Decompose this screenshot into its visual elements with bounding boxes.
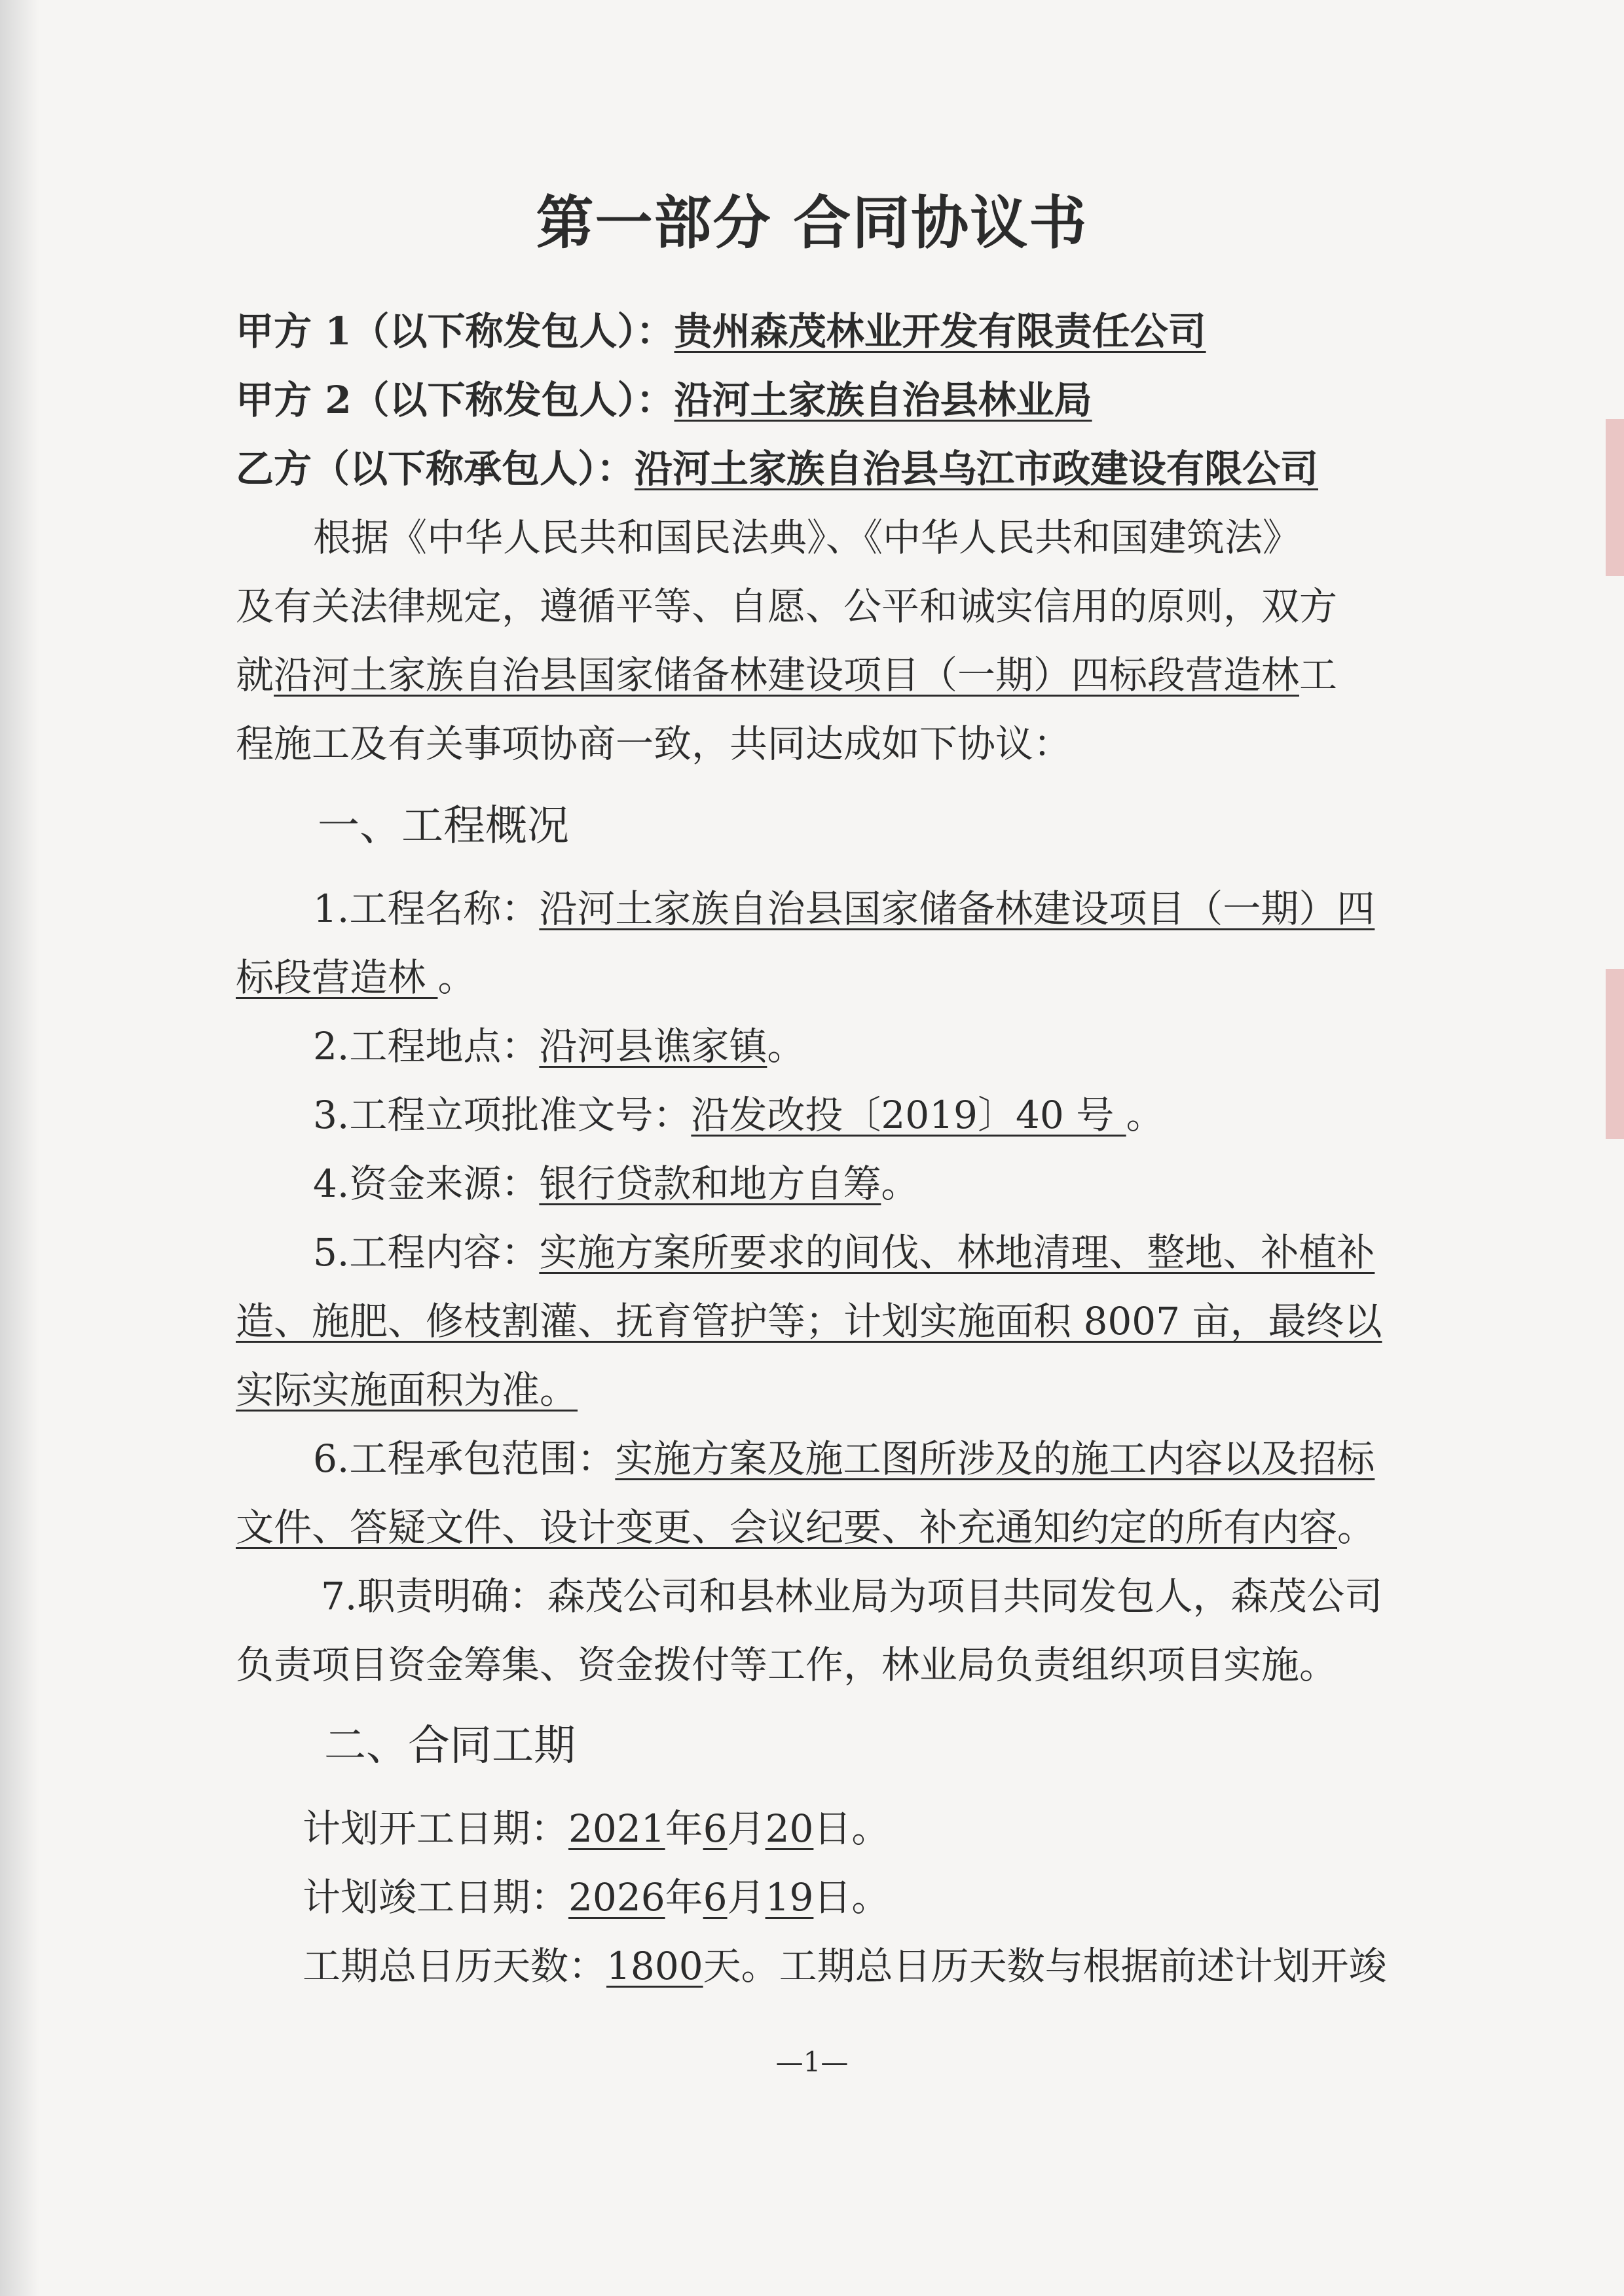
item-4-label: 4.资金来源：: [313, 1161, 540, 1206]
item-2-label: 2.工程地点：: [313, 1024, 540, 1068]
end-day-char: 日。: [813, 1875, 890, 1920]
end-month-char: 月: [727, 1875, 766, 1920]
item-4-end: 。: [881, 1161, 919, 1206]
section-2-heading: 二、合同工期: [324, 1722, 576, 1770]
party-a2-label: 甲方 2（以下称发包人）：: [236, 378, 674, 422]
planned-start-line: [303, 1805, 889, 1852]
seal-fragment-top: [1606, 419, 1624, 576]
item-4-line: [313, 1160, 919, 1207]
item-7-line-a: 7.职责明确：森茂公司和县林业局为项目共同发包人，森茂公司: [321, 1574, 1383, 1618]
document-title: 第一部分 合同协议书: [536, 189, 1088, 257]
start-year-char: 年: [665, 1806, 703, 1851]
party-b-line: [236, 445, 1318, 492]
item-6-end: 。: [1337, 1505, 1376, 1550]
party-b-name: 沿河土家族自治县乌江市政建设有限公司: [635, 446, 1319, 491]
item-3-label: 3.工程立项批准文号：: [313, 1093, 692, 1137]
start-day: 20: [765, 1806, 814, 1851]
preamble-line-1: 根据《中华人民共和国民法典》、《中华人民共和国建筑法》: [313, 515, 1301, 560]
preamble-line-4: 程施工及有关事项协商一致，共同达成如下协议：: [236, 721, 1072, 766]
start-day-char: 日。: [813, 1806, 890, 1851]
item-6-value-b: 文件、答疑文件、设计变更、会议纪要、补充通知约定的所有内容: [236, 1505, 1338, 1550]
item-5-value-c: 实际实施面积为准。: [236, 1368, 578, 1412]
party-a2-name: 沿河土家族自治县林业局: [674, 378, 1092, 422]
preamble-line-3: [236, 651, 1337, 699]
party-a1-line: [236, 308, 1206, 355]
party-b-label: 乙方（以下称承包人）：: [236, 446, 635, 491]
preamble-line-3-suffix: 工: [1299, 653, 1338, 697]
end-day: 19: [765, 1875, 814, 1920]
item-5-value-a: 实施方案所要求的间伐、林地清理、整地、补植补: [539, 1230, 1375, 1275]
total-days-label: 工期总日历天数：: [303, 1944, 607, 1988]
item-1-line-b: [236, 954, 475, 1001]
start-label: 计划开工日期：: [303, 1806, 569, 1851]
item-5-label: 5.工程内容：: [313, 1230, 540, 1275]
end-month: 6: [703, 1875, 728, 1920]
item-2-end: 。: [767, 1024, 805, 1068]
end-year: 2026: [568, 1875, 665, 1920]
project-name-underlined: 沿河土家族自治县国家储备林建设项目（一期）四标段营造林: [274, 653, 1300, 697]
item-5-line-a: [313, 1229, 1375, 1276]
item-5-line-b: [236, 1298, 1382, 1345]
page-number: —1—: [775, 2046, 849, 2078]
item-5-value-b: 造、施肥、修枝割灌、抚育管护等；计划实施面积 8007 亩，最终以: [236, 1299, 1382, 1343]
preamble-line-2: 及有关法律规定，遵循平等、自愿、公平和诚实信用的原则，双方: [236, 584, 1338, 629]
item-3-value: 沿发改投〔2019〕40 号: [691, 1093, 1126, 1137]
party-a2-line: [236, 376, 1092, 424]
item-6-label: 6.工程承包范围：: [313, 1436, 616, 1481]
item-3-end: 。: [1126, 1093, 1164, 1137]
section-1-heading: 一、工程概况: [318, 802, 569, 850]
planned-end-line: [303, 1874, 889, 1921]
item-6-line-b: [236, 1504, 1375, 1551]
start-year: 2021: [568, 1806, 665, 1851]
preamble-line-3-prefix: 就: [236, 653, 274, 697]
end-year-char: 年: [665, 1875, 703, 1920]
party-a1-label: 甲方 1（以下称发包人）：: [236, 309, 674, 354]
start-month: 6: [703, 1806, 728, 1851]
end-label: 计划竣工日期：: [303, 1875, 569, 1920]
item-1-line-a: [313, 885, 1375, 932]
seal-fragment-middle: [1606, 969, 1624, 1139]
item-4-value: 银行贷款和地方自筹: [539, 1161, 881, 1206]
total-days-line: [303, 1942, 1387, 1990]
item-3-line: [313, 1091, 1164, 1139]
item-7-line-b: 负责项目资金筹集、资金拨付等工作，林业局负责组织项目实施。: [236, 1643, 1338, 1687]
item-2-value: 沿河县谯家镇: [539, 1024, 767, 1068]
item-2-line: [313, 1023, 805, 1070]
item-1-value-b: 标段营造林: [236, 955, 438, 1000]
start-month-char: 月: [727, 1806, 766, 1851]
total-days-rest: 天。工期总日历天数与根据前述计划开竣: [703, 1944, 1387, 1988]
scan-edge-shadow: [0, 0, 39, 2296]
item-1-value-a: 沿河土家族自治县国家储备林建设项目（一期）四: [539, 886, 1375, 931]
item-5-line-c: [236, 1366, 578, 1413]
total-days-value: 1800: [606, 1944, 703, 1988]
item-6-line-a: [313, 1435, 1375, 1482]
item-1-label: 1.工程名称：: [313, 886, 540, 931]
item-1-end: 。: [437, 955, 476, 1000]
party-a1-name: 贵州森茂林业开发有限责任公司: [674, 309, 1206, 354]
item-6-value-a: 实施方案及施工图所涉及的施工内容以及招标: [615, 1436, 1375, 1481]
